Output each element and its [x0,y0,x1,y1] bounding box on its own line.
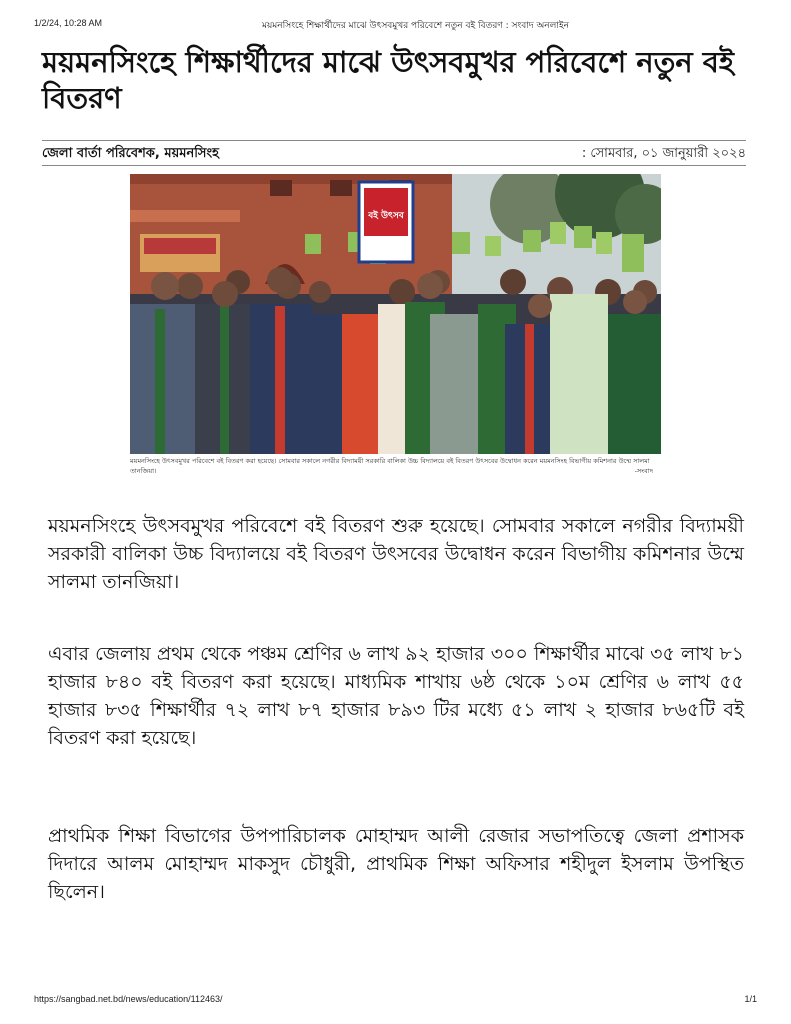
photo-illustration [130,174,661,454]
byline-date: : সোমবার, ০১ জানুয়ারী ২০২৪ [581,146,746,161]
article-photo [130,174,661,454]
footer-url: https://sangbad.net.bd/news/education/112463/ [34,994,223,1004]
print-header-datetime: 1/2/24, 10:28 AM [34,18,103,28]
banner-label: বই উৎসব [368,211,404,221]
festival-banner [359,182,413,262]
photo-credit: -সংবাদ [634,467,653,475]
byline-bar [42,140,746,166]
article-paragraph-2: এবার জেলায় প্রথম থেকে পঞ্চম শ্রেণির ৬ লাখ ৯২ হাজার ৩০০ শিক্ষার্থীর মাঝে ৩৫ লাখ ৮১ হাজার ৮৪০ বই বিতরণ করা হয়েছে। মাধ্যমিক শাখায় ৬ষ্ঠ থেকে ১০ম শ্রেণির ৬ লাখ ৫৫ হাজার ৮৩৫ শিক্ষার্থীর ৭২ লাখ ৮৭ হাজার ৮৯৩ টির মধ্যে ৫১ লাখ ২ হাজার ৮৬৫টি বই বিতরণ করা হয়েছে। [48,643,744,749]
article-paragraph-3: প্রাথমিক শিক্ষা বিভাগের উপপারিচালক মোহাম্মদ আলী রেজার সভাপতিত্বে জেলা প্রশাসক দিদারে আলম মোহাম্মদ মাকসুদ চৌধুরী, প্রাথমিক শিক্ষা অফিসার শহীদুল ইসলাম উপস্থিত ছিলেন। [48,825,744,903]
photo-caption-text: ময়মনসিংহে উৎসবমুখর পরিবেশে বই বিতরণ করা হয়েছে। সোমবার সকালে নগরীর বিদ্যাময়ী সরকারি বালিকা উচ্চ বিদ্যালয়ে বই বিতরণ উৎসবের উদ্বোধন করেন ময়মনসিংহ বিভাগীয় কমিশনার উম্মে সালমা তানজিয়া। [130,457,650,475]
article-paragraph-1: ময়মনসিংহে উৎসবমুখর পরিবেশে বই বিতরণ শুরু হয়েছে। সোমবার সকালে নগরীর বিদ্যাময়ী সরকারী বালিকা উচ্চ বিদ্যালয়ে বই বিতরণ উৎসবের উদ্বোধন করেন বিভাগীয় কমিশনার উম্মে সালমা তানজিয়া। [48,515,744,593]
photo-caption [130,456,661,476]
article-headline: ময়মনসিংহে শিক্ষার্থীদের মাঝে উৎসবমুখর পরিবেশে নতুন বই বিতরণ [42,45,735,115]
byline-author: জেলা বার্তা পরিবেশক, ময়মনসিংহ [42,146,219,161]
print-header-title: ময়মনসিংহে শিক্ষার্থীদের মাঝে উৎসবমুখর পরিবেশে নতুন বই বিতরণ : সংবাদ অনলাইন [262,21,570,31]
footer-page-number: 1/1 [744,994,757,1004]
